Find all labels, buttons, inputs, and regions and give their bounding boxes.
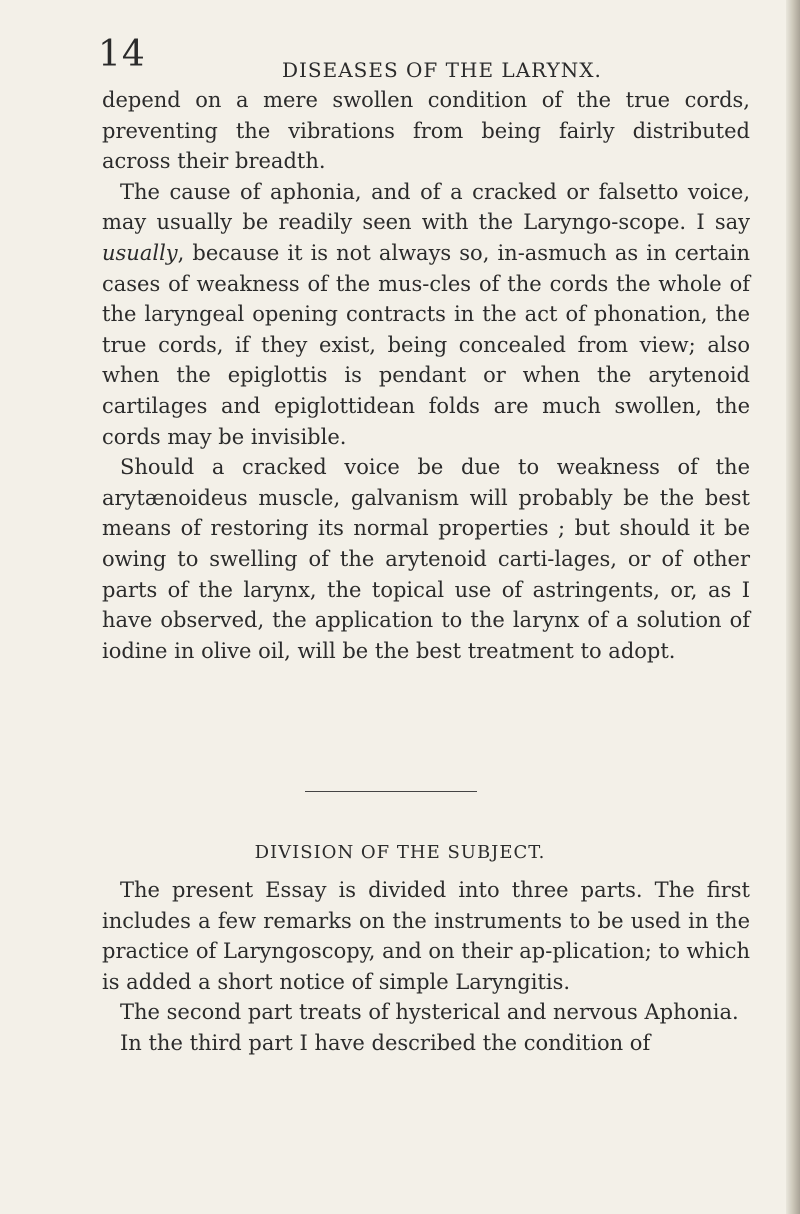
paragraph-continuation: depend on a mere swollen condition of the true cords, preventing the vibrations from being fairly distributed across their breadth.: [102, 88, 750, 174]
section-heading: DIVISION OF THE SUBJECT.: [254, 842, 546, 863]
emphasis-usually: usually: [102, 240, 178, 265]
paragraph-treatment: Should a cracked voice be due to weakness of the arytænoideus muscle, galvanism will probably be the best means of restoring its normal properties ; but should it be owing to swelling of the arytenoid carti-lages, or of other parts of the larynx, the topical use of astringents, or, as I have observed, the application to the larynx of a solution of iodine in olive oil, will be the best treatment to adopt.: [102, 455, 750, 663]
page-number: 14: [98, 34, 146, 75]
paragraph-aphonia-cause: The cause of aphonia, and of a cracked or falsetto voice, may usually be readily seen with the Laryngo-scope. I say usually, because it is not always so, in-asmuch as in certain cases of weakness of the mus-cles of the cords the whole of the laryngeal opening contracts in the act of phonation, the true cords, if they exist, being concealed from view; also when the epiglottis is pendant or when the arytenoid cartilages and epiglottidean folds are much swollen, the cords may be invisible.: [102, 179, 750, 449]
paragraph-second-part: The second part treats of hysterical and nervous Aphonia.: [120, 1000, 739, 1025]
body-text-bottom: [102, 875, 750, 1059]
page-edge-shadow: [786, 0, 800, 1214]
section-divider-rule: [305, 791, 477, 792]
paragraph-third-part: In the third part I have described the condition of: [120, 1030, 651, 1055]
paragraph-first-part: The present Essay is divided into three parts. The first includes a few remarks on the instruments to be used in the practice of Laryngoscopy, and on their ap-plication; to which is added a short notice of simple Laryngitis.: [102, 878, 750, 994]
page-header: [0, 28, 800, 88]
body-text-top: [102, 85, 750, 666]
running-head: DISEASES OF THE LARYNX.: [282, 58, 602, 82]
